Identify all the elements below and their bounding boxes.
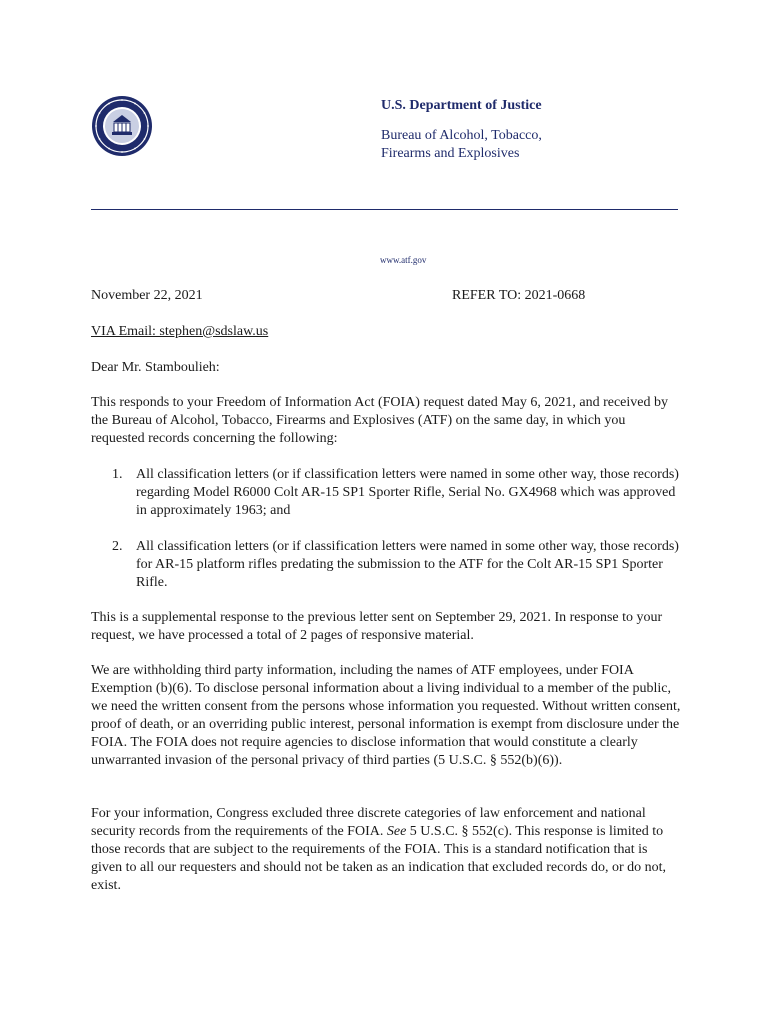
- list-item: [91, 466, 681, 520]
- paragraph-intro: [91, 394, 681, 448]
- request-list: [91, 466, 681, 592]
- letterhead-divider: [91, 209, 678, 210]
- salutation: Dear Mr. Stamboulieh:: [91, 360, 220, 375]
- paragraph-intro-text: This responds to your Freedom of Information Act (FOIA) request dated May 6, 2021, and received by the Bureau of Alcohol, Tobacco, Firearms and Explosives (ATF) on the same day, in which you requested records concerning the following:: [91, 395, 668, 446]
- letterhead: [381, 97, 542, 163]
- paragraph-exemption: [91, 662, 681, 770]
- bureau-line-1: Bureau of Alcohol, Tobacco,: [381, 128, 542, 143]
- paragraph-supplemental-text: This is a supplemental response to the previous letter sent on September 29, 2021. In response to your request, we have processed a total of 2 pages of responsive material.: [91, 610, 663, 643]
- list-text: All classification letters (or if classification letters were named in some other way, those records) regarding Model R6000 Colt AR-15 SP1 Sporter Rifle, Serial No. GX4968 which was approved in approximately 1963; and: [136, 467, 679, 518]
- via-email[interactable]: VIA Email: stephen@sdslaw.us: [91, 324, 269, 339]
- see-citation: See: [386, 824, 407, 839]
- bureau-name: [381, 127, 542, 163]
- list-number: 1.: [112, 467, 123, 482]
- letter-date: November 22, 2021: [91, 288, 203, 303]
- list-text: All classification letters (or if classification letters were named in some other way, those records) for AR-15 platform rifles predating the submission to the ATF for the Colt AR-15 SP1 Sporter Rifle.: [136, 539, 679, 590]
- paragraph-supplemental: [91, 609, 681, 645]
- paragraph-exclusions: [91, 805, 681, 895]
- agency-name: U.S. Department of Justice: [381, 98, 542, 113]
- paragraph-exemption-text: We are withholding third party information, including the names of ATF employees, under FOIA Exemption (b)(6). To disclose personal information about a living individual to a member of the public, we need the written consent from the persons whose information you requested. Without written consent, proof of death, or an overriding public interest, personal information is exempt from disclosure under the FOIA. The FOIA does not require agencies to disclose information that would constitute a clearly unwarranted invasion of the personal privacy of third parties (5 U.S.C. § 552(b)(6)).: [91, 663, 681, 768]
- bureau-line-2: Firearms and Explosives: [381, 146, 520, 161]
- doj-seal-icon: [91, 95, 153, 157]
- list-item: [91, 538, 681, 592]
- list-number: 2.: [112, 539, 123, 554]
- website-link[interactable]: www.atf.gov: [380, 255, 427, 265]
- paragraph-exclusions-text: For your information, Congress excluded three discrete categories of law enforcement and national security records from the requirements of the FOIA. See 5 U.S.C. § 552(c). This response is limited to those records that are subject to the requirements of the FOIA. This is a standard notification that is given to all our requesters and should not be taken as an indication that excluded records do, or do not, exist.: [91, 806, 667, 893]
- refer-to: REFER TO: 2021-0668: [452, 288, 586, 303]
